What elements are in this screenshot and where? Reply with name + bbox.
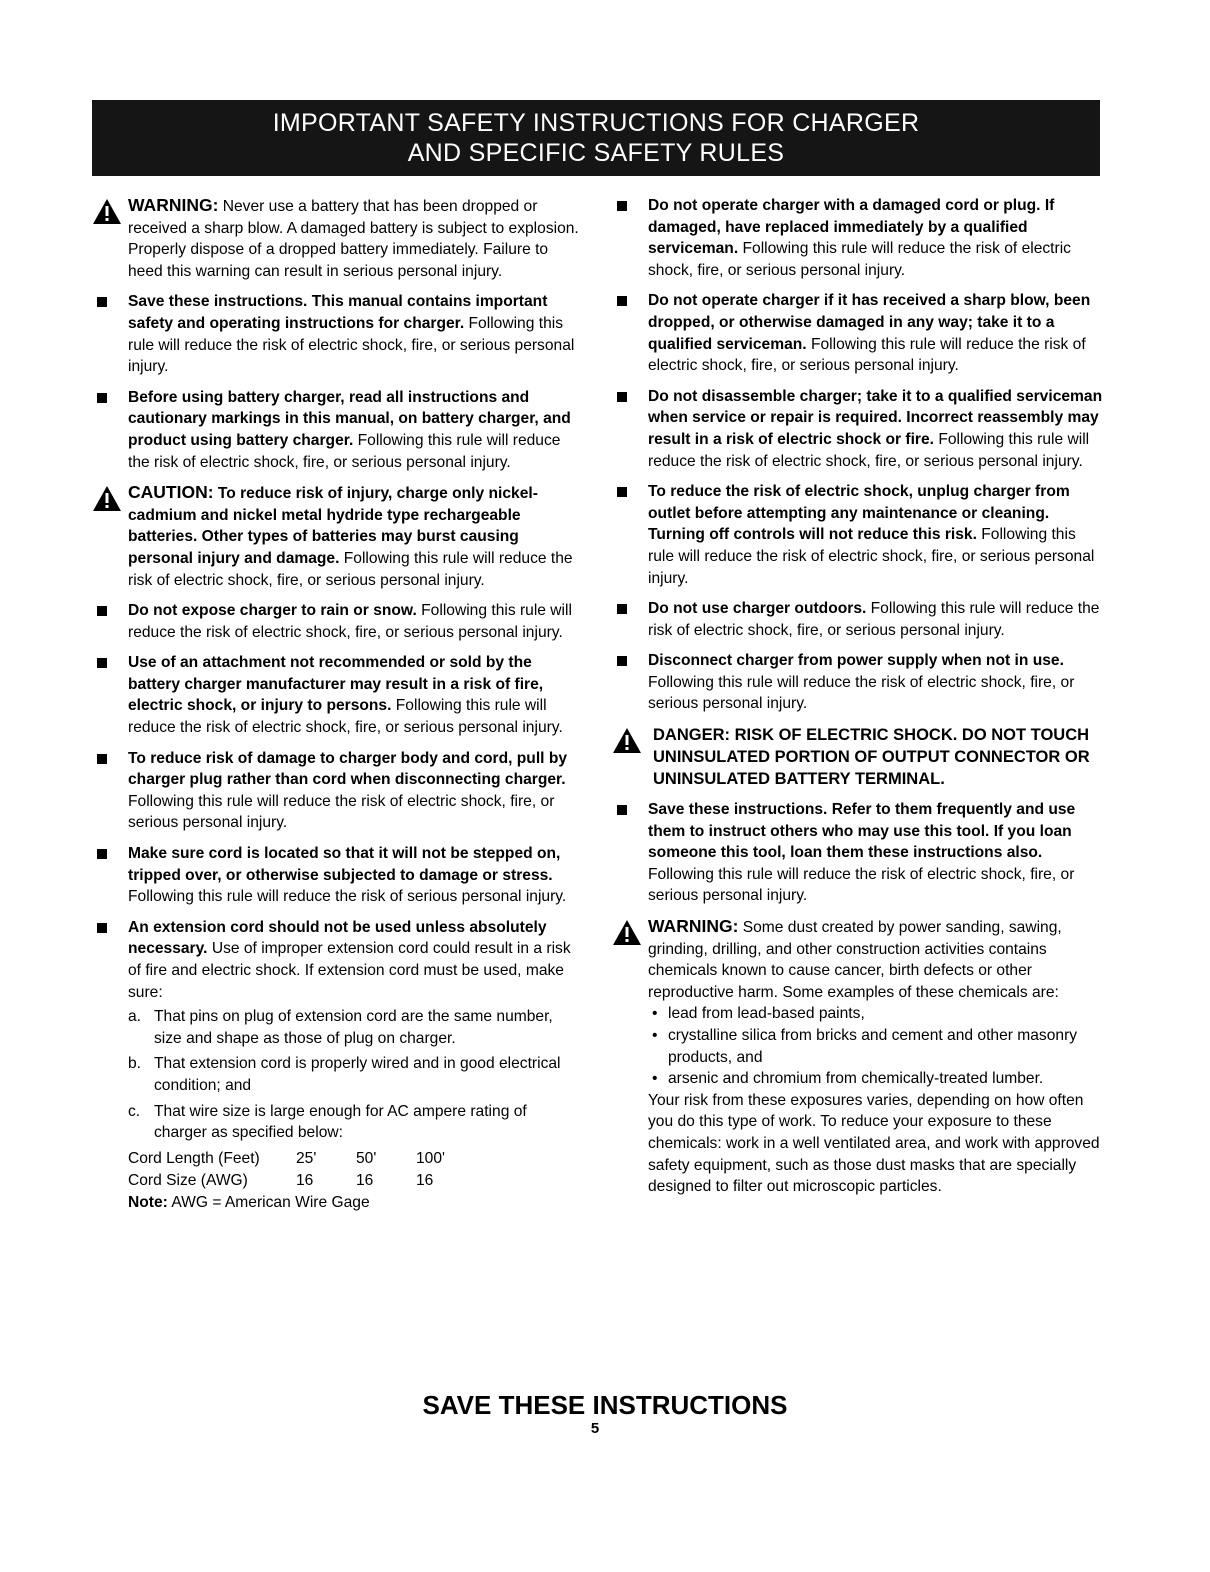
sub-item-a: a. That pins on plug of extension cord are the same number, size and shape as those of plug on charger. (128, 1008, 553, 1047)
list-item: • crystalline silica from bricks and cement and other masonry products, and (652, 1027, 1078, 1066)
table-row: Cord Length (Feet) 25' 50' 100' (128, 1149, 445, 1167)
list-item: To reduce risk of damage to charger body and cord, pull by charger plug rather than cord when disconnecting charger. Following this rule will reduce the risk of electric shock, fire, or serious personal injury. (92, 748, 580, 834)
caution-batteries: CAUTION: To reduce risk of injury, charge only nickel-cadmium and nickel metal hydride type rechargeable batteries. Other types of batteries may burst causing personal injury and damage. Following this rule will reduce the risk of electric shock, fire, or serious personal injury. (92, 482, 580, 591)
square-bullet-icon (617, 604, 627, 614)
list-item: • lead from lead-based paints, (648, 1003, 1104, 1025)
exposure-paragraph: Your risk from these exposures varies, depending on how often you do this type of work. To reduce your exposure to these chemicals: work in a well ventilated area, and work with approved safety equipment, such as those dust masks that are specially designed to filter out microscopic particles. (648, 1091, 1100, 1196)
header-line-2: AND SPECIFIC SAFETY RULES (407, 139, 785, 167)
warning-text: Never use a battery that has been dropped or received a sharp blow. A damaged battery is subject to explosion. Properly dispose of a dropped battery immediately. Failure to heed this warning can result in serious personal injury. (128, 198, 579, 280)
dot-bullet-icon: • (652, 1005, 658, 1023)
list-item: Do not expose charger to rain or snow. Following this rule will reduce the risk of electric shock, fire, or serious personal injury. (92, 600, 580, 643)
square-bullet-icon (97, 849, 107, 859)
list-item: Do not use charger outdoors. Following this rule will reduce the risk of electric shock, fire, or serious personal injury. (612, 598, 1104, 641)
square-bullet-icon (97, 606, 107, 616)
square-bullet-icon (617, 296, 627, 306)
warning-label: WARNING: (128, 195, 219, 215)
warning-triangle-icon (92, 198, 122, 225)
list-item: Make sure cord is located so that it will not be stepped on, tripped over, or otherwise subjected to damage or stress. Following this rule will reduce the risk of serious personal injury. (92, 843, 580, 908)
page-number: 5 (590, 1420, 600, 1437)
list-item: Do not operate charger if it has received a sharp blow, been dropped, or otherwise damaged in any way; take it to a qualified serviceman. Following this rule will reduce the risk of electric shock, fire, or serious personal injury. (612, 290, 1104, 376)
list-item: To reduce the risk of electric shock, unplug charger from outlet before attempting any maintenance or cleaning. Turning off controls will not reduce this risk. Following this rule will reduce the risk of electric shock, fire, or serious personal injury. (612, 481, 1104, 589)
square-bullet-icon (617, 805, 627, 815)
square-bullet-icon (97, 393, 107, 403)
list-item: Save these instructions. Refer to them frequently and use them to instruct others who may use this tool. If you loan someone this tool, loan them these instructions also. Following this rule will reduce the risk of electric shock, fire, or serious personal injury. (612, 799, 1104, 907)
square-bullet-icon (97, 297, 107, 307)
warning-triangle-icon (92, 485, 122, 512)
list-item: Disconnect charger from power supply when not in use. Following this rule will reduce the risk of electric shock, fire, or serious personal injury. (612, 650, 1104, 715)
sub-item-c: c. That wire size is large enough for AC ampere rating of charger as specified below: (128, 1102, 527, 1142)
square-bullet-icon (617, 392, 627, 402)
list-item: Before using battery charger, read all instructions and cautionary markings in this manual, on battery charger, and product using battery charger. Following this rule will reduce the risk of electric shock, fire, or serious personal injury. (92, 387, 580, 473)
awg-note: Note: AWG = American Wire Gage (128, 1193, 370, 1211)
left-column (92, 195, 580, 1222)
list-item: • arsenic and chromium from chemically-treated lumber. (648, 1068, 1104, 1090)
list-item: Use of an attachment not recommended or sold by the battery charger manufacturer may result in a risk of fire, electric shock, or injury to persons. Following this rule will reduce the risk of electric shock, fire, or serious personal injury. (92, 652, 580, 738)
square-bullet-icon (97, 754, 107, 764)
list-item: Do not operate charger with a damaged cord or plug. If damaged, have replaced immediately by a qualified serviceman. Following this rule will reduce the risk of electric shock, fire, or serious personal injury. (612, 195, 1104, 281)
dot-bullet-icon: • (652, 1070, 658, 1088)
page-header-bar (92, 100, 1100, 176)
list-item: Do not disassemble charger; take it to a qualified serviceman when service or repair is required. Incorrect reassembly may result in a risk of electric shock or fire. Following this rule will reduce the risk of electric shock, fire, or serious personal injury. (612, 386, 1104, 472)
square-bullet-icon (617, 201, 627, 211)
warning-dust: WARNING: Some dust created by power sanding, sawing, grinding, drilling, and other construction activities contains chemicals known to cause cancer, birth defects or other reproductive harm. Some examples of these chemicals are: • lead from lead-based paints, • crystalline silica from bricks and cement and other masonry products, and • arsenic and chromium from chemically-treated lumber. Your risk from these exposures varies, depending on how often you do this type of work. To reduce your exposure to these chemicals: work in a well ventilated area, and work with approved safety equipment, such as those dust masks that are specially designed to filter out microscopic particles. (612, 916, 1104, 1198)
cord-spec-table (128, 1148, 476, 1192)
danger-text: DANGER: RISK OF ELECTRIC SHOCK. DO NOT TOUCH UNINSULATED PORTION OF OUTPUT CONNECTOR OR UNINSULATED BATTERY TERMINAL. (653, 726, 1090, 789)
warning-label: WARNING: (648, 916, 739, 937)
dot-bullet-icon: • (652, 1027, 658, 1044)
sub-item-b: b. That extension cord is properly wired and in good electrical condition; and (128, 1055, 561, 1094)
save-instructions-title: SAVE THESE INSTRUCTIONS (422, 1390, 788, 1420)
warning-triangle-icon (612, 919, 642, 946)
table-row: Cord Size (AWG) 16 16 16 (128, 1171, 434, 1189)
danger-electric-shock (612, 724, 1104, 790)
square-bullet-icon (617, 656, 627, 666)
extension-cord-item: An extension cord should not be used unless absolutely necessary. Use of improper extension cord could result in a risk of fire and electric shock. If extension cord must be used, make sure: a. That pins on plug of extension cord are the same number, size and shape as those of plug on charger. b. That extension cord is properly wired and in good electrical condition; and c. That wire size is large enough for AC ampere rating of charger as specified below: Cord Length (Feet) 25' 50' 100' Cord Size (AWG) 16 16 16 Note: AWG = American Wire Gage (92, 917, 580, 1214)
square-bullet-icon (617, 487, 627, 497)
square-bullet-icon (97, 658, 107, 668)
caution-label: CAUTION: (128, 482, 214, 503)
warning-triangle-icon (612, 727, 642, 754)
header-line-1: IMPORTANT SAFETY INSTRUCTIONS FOR CHARGER (272, 109, 920, 137)
warning-battery (92, 195, 580, 282)
list-item: Save these instructions. This manual contains important safety and operating instructions for charger. Following this rule will reduce the risk of electric shock, fire, or serious personal injury. (92, 291, 580, 377)
right-column (612, 195, 1104, 1207)
square-bullet-icon (97, 923, 107, 933)
